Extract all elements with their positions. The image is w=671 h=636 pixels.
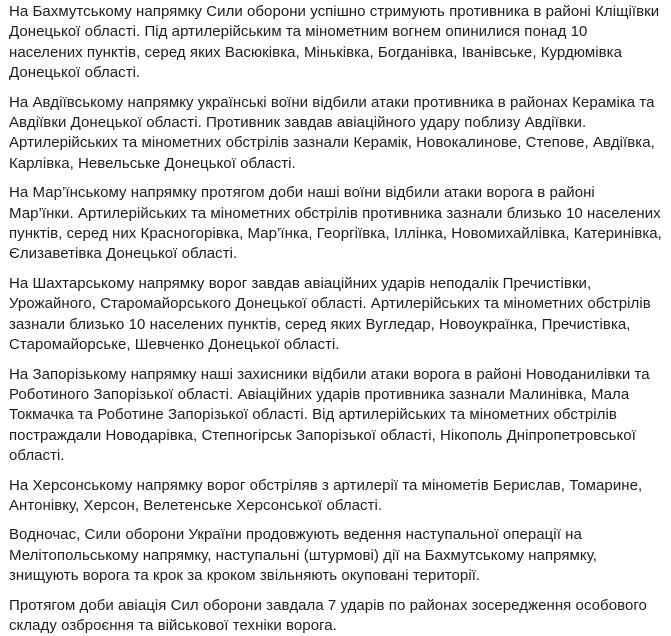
text-line: На Шахтарському напрямку ворог завдав авіаційних ударів неподалік Пречистівки,: [9, 274, 592, 292]
paragraph-shakhtarsk: [9, 274, 671, 356]
text-line: Токмачка та Роботине Запорізької області. Від артилерійських та мінометних обстрілів: [9, 406, 617, 424]
text-line: Донецької області.: [9, 64, 141, 82]
text-line: Водночас, Сили оборони України продовжують ведення наступальної операції на: [9, 526, 582, 544]
text-line: знищують ворога та крок за кроком звільняють окуповані території.: [9, 567, 481, 585]
text-line: На Херсонському напрямку ворог обстріляв з артилерії та мінометів Берислав, Томарине,: [9, 476, 643, 494]
text-line: На Запорізькому напрямку наші захисники відбили атаки ворога в районі Новоданилівки та: [9, 365, 650, 383]
text-line: Авдіївки Донецької області. Противник завдав авіаційного удару поблизу Авдіївки.: [9, 114, 587, 132]
paragraph-marinka: [9, 183, 671, 265]
text-line: пунктів, серед них Красногорівка, Мар’їнка, Георгіївка, Іллінка, Новомихайлівка, Катеринівка,: [9, 225, 662, 243]
paragraph-aviation: [9, 596, 671, 636]
text-line: На Мар’їнському напрямку протягом доби наші воїни відбили атаки ворога в районі: [9, 184, 595, 202]
paragraph-avdiivka: [9, 93, 671, 175]
text-line: Донецької області. Під артилерійським та мінометним вогнем опинилися понад 10: [9, 23, 588, 41]
text-line: Мар’їнки. Артилерійських та мінометних обстрілів противника зазнали близько 10 населених: [9, 204, 661, 222]
text-line: Карлівка, Невельське Донецької області.: [9, 154, 296, 172]
text-line: зазнали близько 10 населених пунктів, серед яких Вугледар, Новоукраїнка, Пречистівка,: [9, 315, 631, 333]
text-line: Роботиного Запорізької області. Авіаційних ударів противника зазнали Малинівка, Мала: [9, 385, 630, 403]
text-line: Протягом доби авіація Сил оборони завдала 7 ударів по районах зосередження особового: [9, 596, 647, 614]
text-line: області.: [9, 447, 65, 465]
text-line: Артилерійських та мінометних обстрілів зазнали Керамік, Новокалинове, Степове, Авдіївка,: [9, 134, 655, 152]
text-line: Єлизаветівка Донецької області.: [9, 245, 238, 263]
text-line: Мелітопольському напрямку, наступальні (штурмові) дії на Бахмутському напрямку,: [9, 546, 597, 564]
post-text: [0, 2, 671, 636]
text-line: Антонівку, Херсон, Велетенське Херсонської області.: [9, 496, 383, 514]
text-line: складу озброєння та військової техніки ворога.: [9, 616, 337, 634]
text-line: Старомайорське, Шевченко Донецької області.: [9, 336, 340, 354]
text-line: Урожайного, Старомайорського Донецької області. Артилерійських та мінометних обстрілів: [9, 295, 651, 313]
text-line: постраждали Новодарівка, Степногірськ Запорізької області, Нікополь Дніпропетровської: [9, 426, 636, 444]
paragraph-bakhmut: [9, 2, 671, 84]
paragraph-offensive: [9, 525, 671, 586]
text-line: населених пунктів, серед яких Васюківка, Міньківка, Богданівка, Іванівське, Курдюмівка: [9, 43, 623, 61]
text-line: На Бахмутському напрямку Сили оборони успішно стримують противника в районі Кліщіївки: [9, 3, 660, 20]
paragraph-kherson: [9, 476, 671, 517]
paragraph-zaporizhzhia: [9, 365, 671, 467]
text-line: На Авдіївському напрямку українські воїни відбили атаки противника в районах Кераміка та: [9, 93, 655, 111]
